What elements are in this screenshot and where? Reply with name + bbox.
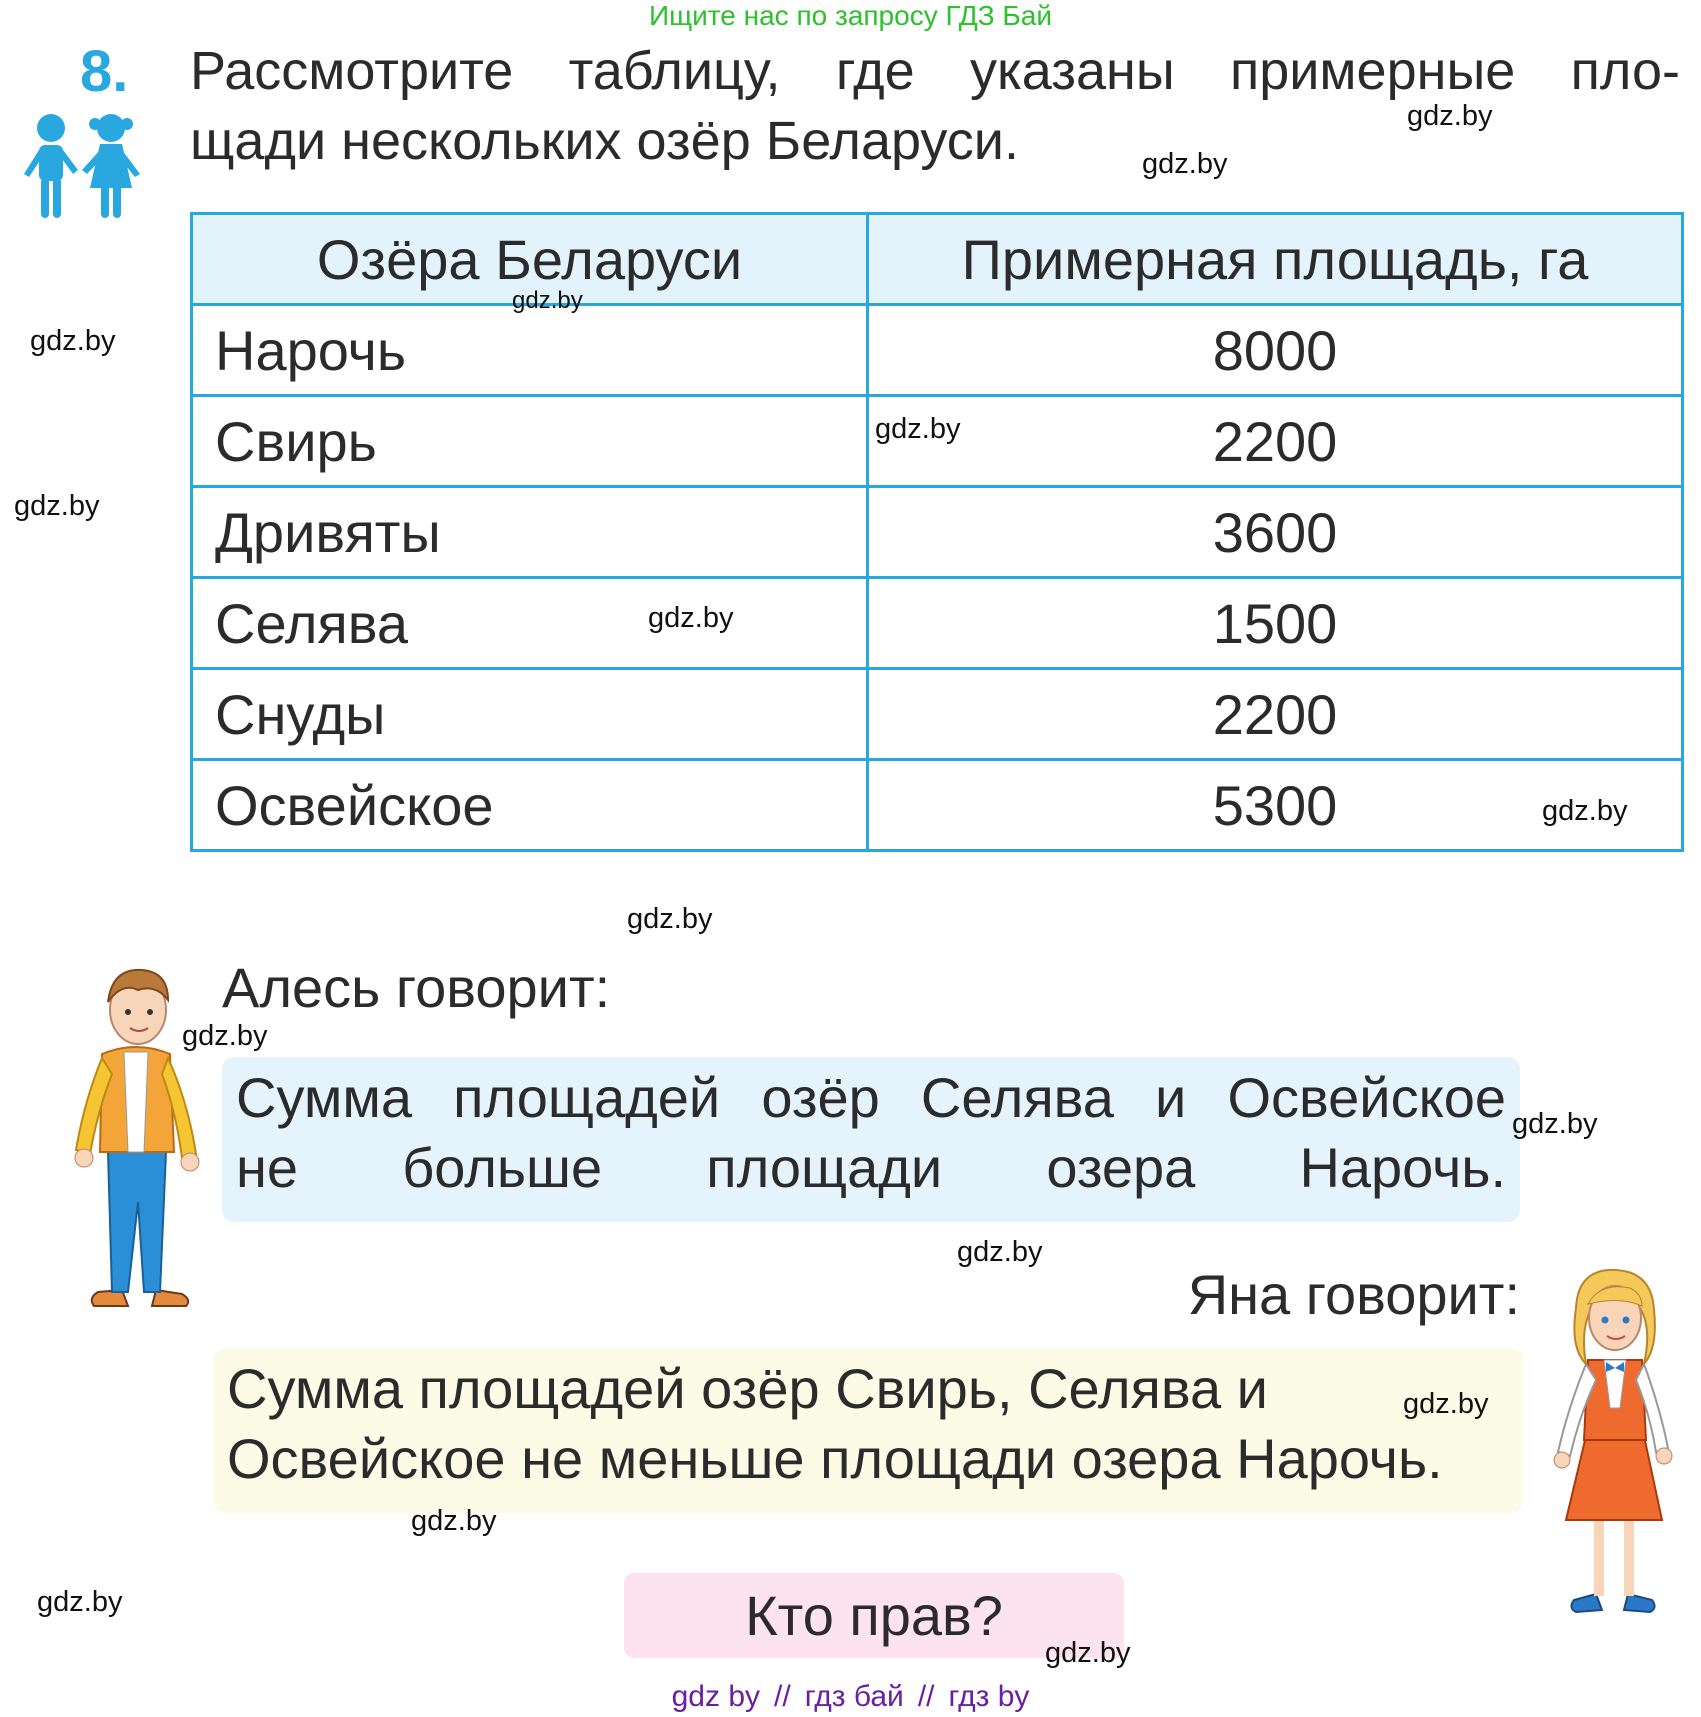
watermark: gdz.by: [182, 1020, 268, 1052]
lake-name: Дривяты: [192, 487, 868, 578]
watermark: gdz.by: [411, 1505, 497, 1537]
search-banner: Ищите нас по запросу ГДЗ Бай: [648, 0, 1053, 31]
lake-area: 5300: [868, 760, 1683, 851]
table-row: [192, 305, 1683, 396]
watermark: gdz.by: [627, 903, 713, 935]
question-box: Кто прав?: [624, 1573, 1124, 1658]
yana-heading: Яна говорит:: [1187, 1263, 1520, 1326]
lake-area: 2200: [868, 669, 1683, 760]
table-header-row: [192, 214, 1683, 305]
watermark: gdz.by: [512, 287, 583, 314]
watermark: gdz.by: [1142, 148, 1228, 180]
girl-illustration: [1540, 1268, 1690, 1633]
lake-name: Освейское: [192, 760, 868, 851]
watermark: gdz.by: [1542, 795, 1628, 827]
footer-link[interactable]: gdz by: [671, 1680, 761, 1713]
table-row: [192, 760, 1683, 851]
lakes-table: [190, 212, 1684, 852]
lake-area: 1500: [868, 578, 1683, 669]
pair-work-icon: [16, 112, 146, 229]
table-row: [192, 669, 1683, 760]
ales-speech-bubble: [222, 1057, 1520, 1222]
footer-link[interactable]: гдз бай: [804, 1680, 904, 1713]
boy-illustration: [64, 962, 214, 1327]
ales-line-1: Сумма площадей озёр Селява и Освейское: [236, 1066, 1506, 1129]
lake-area: 8000: [868, 305, 1683, 396]
footer-separator: //: [917, 1680, 935, 1713]
lake-area: 3600: [868, 487, 1683, 578]
column-header-area: Примерная площадь, га: [868, 214, 1683, 305]
lake-area: 2200: [868, 396, 1683, 487]
footer-link[interactable]: гдз by: [948, 1680, 1030, 1713]
footer-links: [0, 1680, 1701, 1714]
column-header-lakes: Озёра Беларуси: [192, 214, 868, 305]
task-number: 8.: [80, 39, 129, 104]
watermark: gdz.by: [957, 1236, 1043, 1268]
yana-line-1: Сумма площадей озёр Свирь, Селява и: [227, 1357, 1268, 1420]
table-row: [192, 578, 1683, 669]
watermark: gdz.by: [648, 602, 734, 634]
yana-speech-bubble: [213, 1348, 1523, 1513]
watermark: gdz.by: [1407, 100, 1493, 132]
watermark: gdz.by: [14, 490, 100, 522]
ales-heading: Алесь говорит:: [222, 956, 611, 1019]
lake-name: Свирь: [192, 396, 868, 487]
watermark: gdz.by: [37, 1586, 123, 1618]
watermark: gdz.by: [30, 325, 116, 357]
lake-name: Нарочь: [192, 305, 868, 396]
footer-separator: //: [774, 1680, 791, 1713]
watermark: gdz.by: [875, 413, 961, 445]
watermark: gdz.by: [1045, 1637, 1131, 1669]
watermark: gdz.by: [1403, 1388, 1489, 1420]
task-line-1: Рассмотрите таблицу, где указаны примерные пло-: [190, 41, 1680, 101]
task-line-2: щади нескольких озёр Беларуси.: [190, 111, 1019, 171]
table-row: [192, 487, 1683, 578]
ales-line-2: не больше площади озера Нарочь.: [236, 1136, 1506, 1199]
lake-name: Снуды: [192, 669, 868, 760]
watermark: gdz.by: [1512, 1108, 1598, 1140]
yana-line-2: Освейское не меньше площади озера Нарочь.: [227, 1427, 1443, 1490]
lake-name: Селява: [192, 578, 868, 669]
